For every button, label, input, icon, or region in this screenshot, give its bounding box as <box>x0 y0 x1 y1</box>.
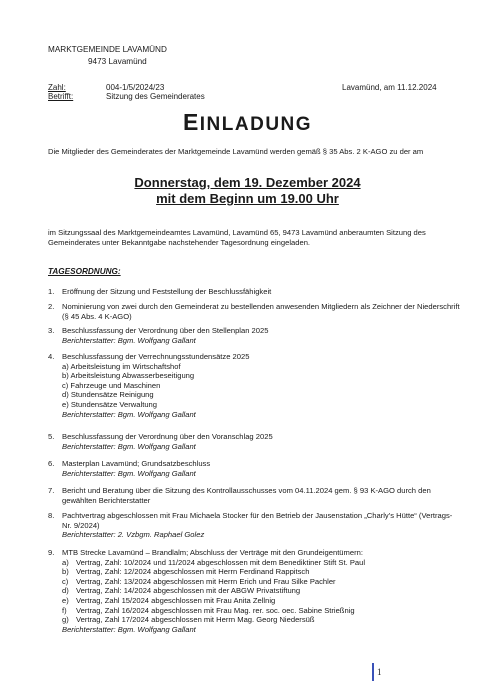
org-address: 9473 Lavamünd <box>88 57 147 66</box>
intro-text: Die Mitglieder des Gemeinderates der Marktgemeinde Lavamünd werden gemäß § 35 Abs. 2 K-AGO zu der am <box>48 147 424 156</box>
agenda-item-5 <box>48 432 460 451</box>
sub-item <box>48 596 460 606</box>
item-reporter: Berichterstatter: Bgm. Wolfgang Gallant <box>62 468 196 478</box>
sub-item-label: b) <box>62 567 69 577</box>
title-rest: INLADUNG <box>199 114 313 135</box>
sub-item: a) Arbeitsleistung im Wirtschaftshof <box>62 361 181 371</box>
meeting-time: mit dem Beginn um 19.00 Uhr <box>156 191 339 206</box>
item-text: Beschlussfassung der Verordnung über den Stellenplan 2025 <box>62 326 269 335</box>
item-number: 4. <box>48 352 55 361</box>
sub-item: c) Fahrzeuge und Maschinen <box>62 380 161 390</box>
agenda-item-2 <box>48 302 460 321</box>
item-reporter: Berichterstatter: Bgm. Wolfgang Gallant <box>62 409 196 419</box>
sub-item <box>48 567 460 577</box>
sub-item <box>48 606 460 616</box>
page-number: 1 <box>377 667 382 677</box>
item-text: Beschlussfassung der Verrechnungsstundensätze 2025 <box>62 352 250 361</box>
item-text: Masterplan Lavamünd; Grundsatzbeschluss <box>62 459 211 468</box>
sub-item-text: Vertrag, Zahl 16/2024 abgeschlossen mit Frau Mag. rer. soc. oec. Sabine Strießnig <box>76 605 355 615</box>
sub-item-label: e) <box>62 595 69 605</box>
agenda-item-7 <box>48 486 460 505</box>
page-marker <box>372 663 374 681</box>
item-text: Pachtvertrag abgeschlossen mit Frau Michaela Stocker für den Betrieb der Jausenstation „Charly’s Hütte“ (Vertrags-Nr. 9/2024) <box>62 511 453 530</box>
sub-item-label: d) <box>62 586 69 596</box>
title-initial: E <box>182 109 200 135</box>
agenda-item-3 <box>48 326 460 345</box>
item-reporter: Berichterstatter: 2. Vzbgm. Raphael Golez <box>62 530 205 540</box>
item-reporter: Berichterstatter: Bgm. Wolfgang Gallant <box>62 335 196 345</box>
sub-item-text: Vertrag, Zahl: 13/2024 abgeschlossen mit Herrn Erich und Frau Silke Pachler <box>76 576 336 586</box>
sub-item-label: c) <box>62 576 69 586</box>
item-number: 7. <box>48 486 55 495</box>
item-number: 9. <box>48 548 55 557</box>
sub-item-text: Vertrag, Zahl 17/2024 abgeschlossen mit Herrn Mag. Georg Niedersüß <box>76 615 315 625</box>
item-number: 3. <box>48 326 55 335</box>
zahl-value: 004-1/5/2024/23 <box>106 83 165 92</box>
item-text: Bericht und Beratung über die Sitzung des Kontrollausschusses vom 04.11.2024 gem. § 93 K-AGO durch den gewählten Berichterstatter <box>62 486 431 505</box>
sub-item <box>48 615 460 625</box>
sub-item <box>48 558 460 568</box>
agenda-item-9 <box>48 548 460 634</box>
agenda-item-1 <box>48 287 460 297</box>
betrifft-label: Betrifft: <box>48 92 74 101</box>
org-name: MARKTGEMEINDE LAVAMÜND <box>48 45 167 54</box>
sub-item-text: Vertrag, Zahl 15/2024 abgeschlossen mit Frau Anita Zellnig <box>76 595 276 605</box>
item-text: MTB Strecke Lavamünd – Brandlalm; Abschluss der Verträge mit den Grundeigentümern: <box>62 548 363 557</box>
sub-item <box>48 577 460 587</box>
venue-text: im Sitzungssaal des Marktgemeindeamtes Lavamünd, Lavamünd 65, 9473 Lavamünd anberaumten Sitzung des Gemeinderates unter Bekanntgabe nachstehender Tagesordnung eingeladen. <box>48 228 426 247</box>
agenda-item-4 <box>48 352 460 419</box>
sub-item: e) Stundensätze Verwaltung <box>62 399 157 409</box>
item-text: Beschlussfassung der Verordnung über den Voranschlag 2025 <box>62 432 273 441</box>
zahl-label: Zahl: <box>48 83 66 92</box>
item-number: 8. <box>48 511 55 520</box>
place-date: Lavamünd, am 11.12.2024 <box>342 83 437 92</box>
item-number: 2. <box>48 302 55 311</box>
sub-item-text: Vertrag, Zahl: 10/2024 und 11/2024 abgeschlossen mit dem Benediktiner Stift St. Paul <box>76 557 366 567</box>
item-text: Nominierung von zwei durch den Gemeinderat zu bestellenden anwesenden Mitgliedern als Zeichner der Niederschrift (§ 45 Abs. 4 K-AGO) <box>62 302 460 321</box>
sub-item-text: Vertrag, Zahl: 14/2024 abgeschlossen mit der ABGW Privatstiftung <box>76 586 301 596</box>
agenda-item-6 <box>48 459 460 478</box>
sub-item-label: f) <box>62 605 67 615</box>
agenda-heading: TAGESORDNUNG: <box>48 267 121 276</box>
item-reporter: Berichterstatter: Bgm. Wolfgang Gallant <box>62 624 196 634</box>
agenda-item-8 <box>48 511 460 540</box>
item-text: Eröffnung der Sitzung und Feststellung der Beschlussfähigkeit <box>62 287 272 296</box>
meeting-date: Donnerstag, dem 19. Dezember 2024 <box>134 175 361 190</box>
item-number: 1. <box>48 287 55 296</box>
item-number: 5. <box>48 432 55 441</box>
sub-item-text: Vertrag, Zahl: 12/2024 abgeschlossen mit Herrn Ferdinand Rappitsch <box>76 567 310 577</box>
sub-item: b) Arbeitsleistung Abwasserbeseitigung <box>62 371 195 381</box>
document-title <box>0 111 495 136</box>
betrifft-value: Sitzung des Gemeinderates <box>106 92 205 101</box>
item-number: 6. <box>48 459 55 468</box>
sub-item <box>48 586 460 596</box>
sub-item-label: g) <box>62 615 69 625</box>
sub-item: d) Stundensätze Reinigung <box>62 390 154 400</box>
sub-item-label: a) <box>62 557 69 567</box>
item-reporter: Berichterstatter: Bgm. Wolfgang Gallant <box>62 441 196 451</box>
